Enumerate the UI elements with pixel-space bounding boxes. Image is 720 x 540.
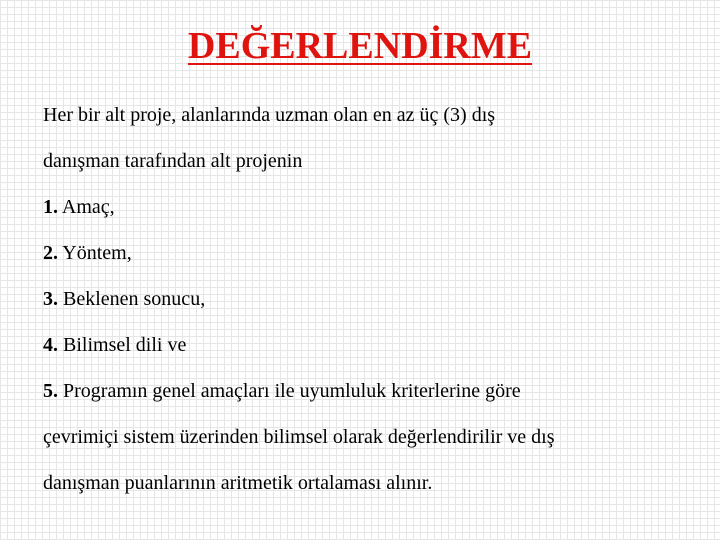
criteria-item-4-text: Bilimsel dili ve xyxy=(58,334,187,356)
slide-title-text: DEĞERLENDİRME xyxy=(187,25,533,67)
closing-line-1: çevrimiçi sistem üzerinden bilimsel olarak değerlendirilir ve dış xyxy=(43,426,555,448)
criteria-item-3-text: Beklenen sonucu, xyxy=(58,288,206,310)
criteria-item-3-number: 3. xyxy=(43,288,58,310)
criteria-item-5-text: Programın genel amaçları ile uyumluluk kriterlerine göre xyxy=(58,380,521,402)
slide-title xyxy=(0,20,720,72)
intro-line-1: Her bir alt proje, alanlarında uzman olan en az üç (3) dış xyxy=(43,104,496,126)
criteria-item-5-number: 5. xyxy=(43,380,58,402)
criteria-item-5 xyxy=(43,368,683,414)
criteria-item-1-number: 1. xyxy=(43,196,58,218)
criteria-item-2-text: Yöntem, xyxy=(58,242,132,264)
criteria-item-2 xyxy=(43,230,683,276)
criteria-item-1 xyxy=(43,184,683,230)
slide-body xyxy=(43,92,683,506)
intro-line-2: danışman tarafından alt projenin xyxy=(43,150,303,172)
criteria-item-4 xyxy=(43,322,683,368)
criteria-item-1-text: Amaç, xyxy=(58,196,115,218)
criteria-item-4-number: 4. xyxy=(43,334,58,356)
closing-line-2: danışman puanlarının aritmetik ortalaması alınır. xyxy=(43,472,433,494)
criteria-item-2-number: 2. xyxy=(43,242,58,264)
criteria-item-3 xyxy=(43,276,683,322)
